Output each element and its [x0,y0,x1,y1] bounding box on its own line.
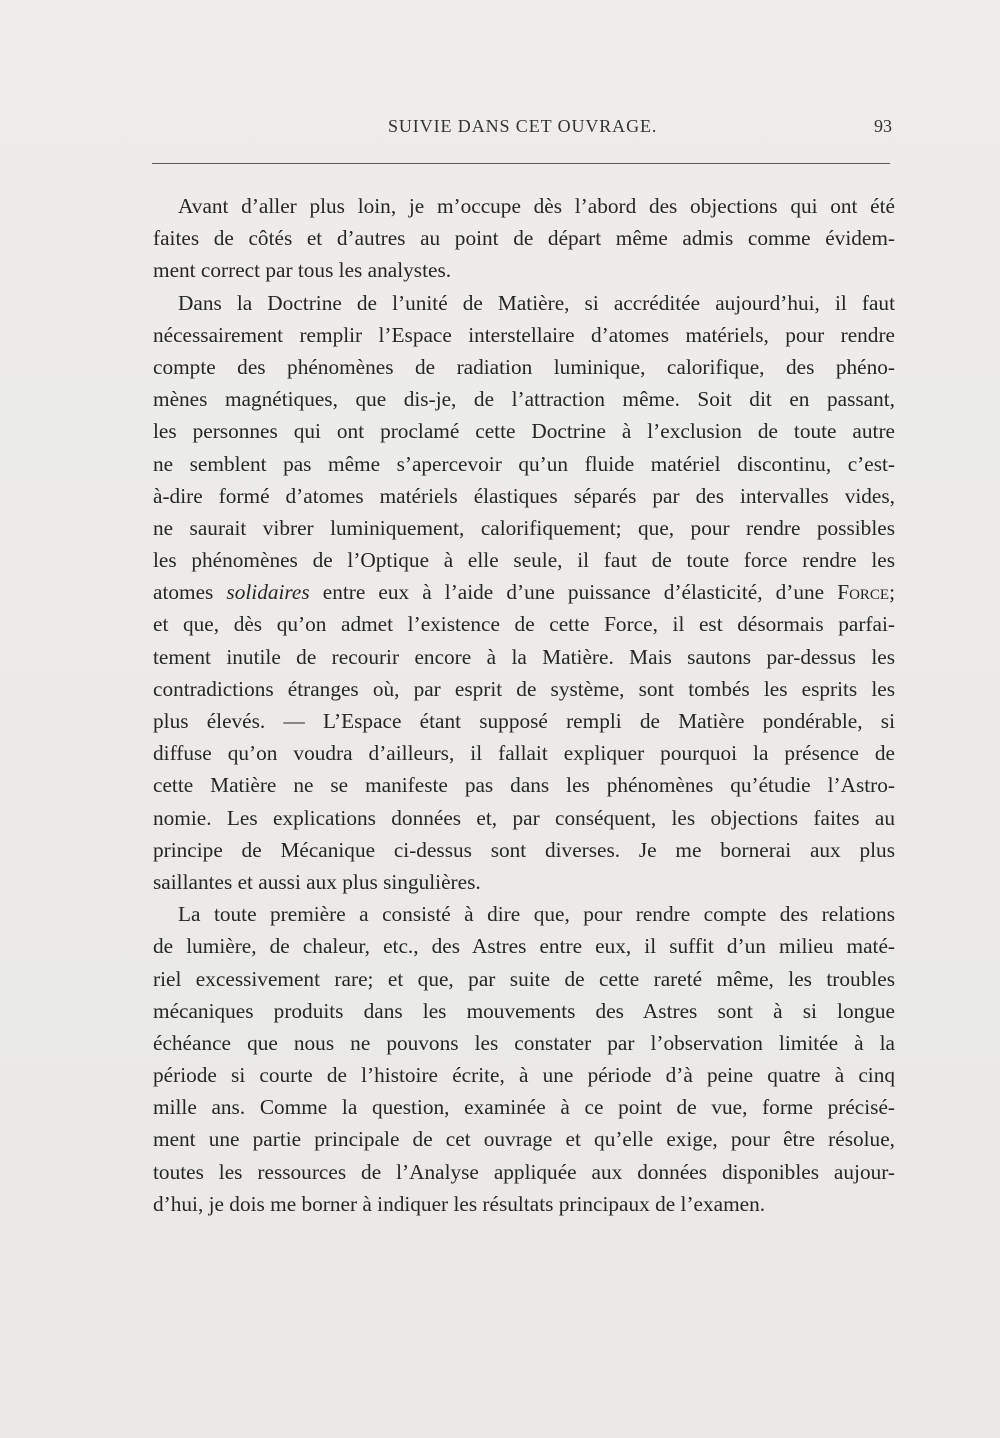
text-line: tement inutile de recourir encore à la Matière. Mais sautons par-dessus les [153,644,895,669]
text-line: échéance que nous ne pouvons les constater par l’observation limitée à la [153,1030,895,1055]
text-line: La toute première a consisté à dire que, pour rendre compte des relations [178,902,895,927]
text-segment: entre eux à l’aide d’une puissance d’élasticité, d’une [322,580,825,605]
text-line: mènes magnétiques, que dis-je, de l’attraction même. Soit dit en passant, [153,387,895,412]
text-segment: atomes [153,580,214,605]
page-number: 93 [874,116,892,136]
text-line: Avant d’aller plus loin, je m’occupe dès l’abord des objections qui ont été [178,194,895,218]
text-line: mécaniques produits dans les mouvements des Astres sont à si longue [153,998,895,1023]
text-line: les phénomènes de l’Optique à elle seule, il faut de toute force rendre les [153,548,895,573]
body-text [153,190,895,1220]
text-line: ment correct par tous les analystes. [153,258,452,283]
text-line: mille ans. Comme la question, examinée à ce point de vue, forme précisé- [153,1095,895,1120]
text-line: contradictions étranges où, par esprit de système, sont tombés les esprits les [153,676,895,701]
text-line: les personnes qui ont proclamé cette Doctrine à l’exclusion de toute autre [153,419,895,444]
text-line: de lumière, de chaleur, etc., des Astres entre eux, il suffit d’un milieu maté- [153,934,895,959]
text-line: d’hui, je dois me borner à indiquer les résultats principaux de l’examen. [153,1191,766,1216]
text-line: riel excessivement rare; et que, par suite de cette rareté même, les troubles [153,966,895,991]
running-head [150,116,892,140]
header-rule [152,163,890,164]
text-line: plus élevés. — L’Espace étant supposé rempli de Matière pondérable, si [153,709,895,733]
text-line: faites de côtés et d’autres au point de départ même admis comme évidem- [153,226,895,251]
running-title: SUIVIE DANS CET OUVRAGE. [388,116,658,136]
text-line: période si courte de l’histoire écrite, à une période d’à peine quatre à cinq [153,1063,895,1088]
text-line: saillantes et aussi aux plus singulières. [153,869,481,894]
text-line: Dans la Doctrine de l’unité de Matière, si accréditée aujourd’hui, il faut [178,290,895,315]
text-line: nécessairement remplir l’Espace interstellaire d’atomes matériels, pour rendre [153,322,895,347]
text-line: principe de Mécanique ci-dessus sont diverses. Je me bornerai aux plus [153,837,895,862]
text-line: ne semblent pas même s’apercevoir qu’un fluide matériel discontinu, c’est- [153,451,895,476]
italic-term: solidaires [226,580,310,605]
text-line: à-dire formé d’atomes matériels élastiques séparés par des intervalles vides, [153,483,895,508]
text-line: et que, dès qu’on admet l’existence de cette Force, il est désormais parfai- [153,612,895,637]
small-caps-term: Force; [837,580,895,605]
text-line: ment une partie principale de cet ouvrage et qu’elle exige, pour être résolue, [153,1127,895,1152]
text-line: nomie. Les explications données et, par conséquent, les objections faites au [153,805,895,830]
text-line: ne saurait vibrer luminiquement, calorifiquement; que, pour rendre possibles [153,515,895,540]
text-line: cette Matière ne se manifeste pas dans les phénomènes qu’étudie l’Astro- [153,773,895,798]
text-line-mixed [153,576,895,608]
text-line: diffuse qu’on voudra d’ailleurs, il fallait expliquer pourquoi la présence de [153,741,895,766]
text-line: toutes les ressources de l’Analyse appliquée aux données disponibles aujour- [153,1159,895,1184]
text-line: compte des phénomènes de radiation luminique, calorifique, des phéno- [153,354,895,379]
